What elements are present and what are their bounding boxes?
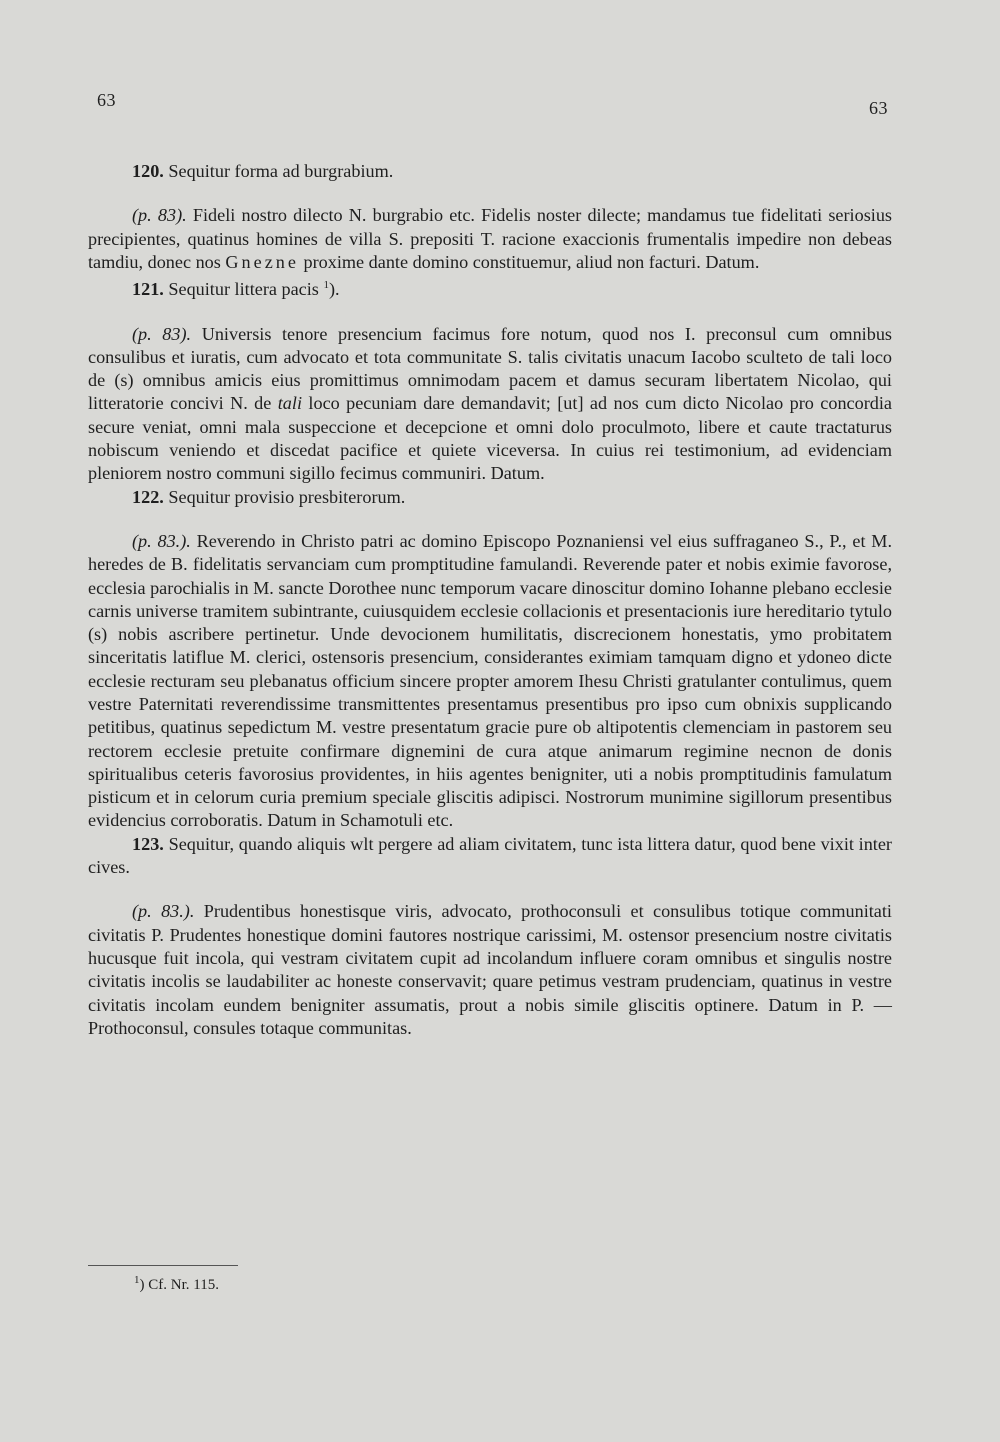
entry-number: 123. (132, 833, 164, 854)
entry-number: 122. (132, 486, 164, 507)
entry-heading-121 (88, 274, 892, 301)
footnote (134, 1274, 219, 1294)
entry-reference: (p. 83). (132, 205, 187, 226)
entry-text-123 (88, 900, 892, 1040)
entry-body-end: loco pecuniam dare demandavit; [ut] ad nos cum dicto Nicolao pro concordia secure veniat, omni mala suspeccione et decepcione et omni dolo proculmoto, libere et caute tractaturus nobiscum veniendo et discedat pacifice et quiete viceversa. In cuius rei testimonium, ad evidenciam pleniorem nostro communi sigillo fecimus communiri. Datum. (88, 393, 892, 484)
entry-reference: (p. 83). (132, 323, 192, 344)
entry-text-120 (88, 204, 892, 274)
entry-title: Sequitur forma ad burgrabium. (168, 161, 394, 181)
entry-number: 120. (132, 161, 164, 181)
entry-reference: (p. 83.). (132, 530, 191, 551)
entry-body-end: proxime dante domino constituemur, aliud non facturi. Datum. (298, 251, 760, 272)
entry-body-spaced: Gnezne (225, 251, 299, 272)
entry-body: Reverendo in Christo patri ac domino Episcopo Poznaniensi vel eius suffraganeo S., P., et M. heredes de B. fidelitatis servanciam cum promptitudine famulandi. Reverende pater et nobis eximie favorose, ecclesia parochialis in M. sancte Dorothee nunc temporum vacare dinoscitur domino Iohanne plebano ecclesie carnis universe tramitem subintrante, cuiusquidem ecclesie collacionis et presentacionis iure hereditario tytulo (s) nobis ascribere pertinetur. Unde devocionem humilitatis, discrecionem honestatis, ymo probitatem sinceritatis latiflue M. clerici, ostensoris presencium, considerantes eximiam tamquam digno et ydoneo dicte ecclesie recturam seu plebanatus officium sincere propter amorem Ihesu Christi gratulanter contulimus, quem vestre Paternitati reverendissime transmittentes presentamus presentibus pro ipso cum obnixis supplicando petitibus, quatinus sepedictum M. vestre presentatum gracie pure ob altipotentis clemenciam in pastorem seu rectorem ecclesie pretuite confirmare dignemini de cura atque animarum regimine necnon de donis spiritualibus ceteris favorosius providentes, in hiis agentes benigniter, uti a nobis promptitudinis famulatum pisticum et in celorum curia premium speciale gliscitis adipisci. Nostrorum munimine sigillorum presentibus evidencius corroboratis. Datum in Schamotuli etc. (88, 530, 893, 831)
entry-body: Fideli nostro dilecto N. burgrabio etc. Fidelis noster dilecte; mandamus tue fidelitati seriosius precipientes, quatinus homines de villa S. prepositi T. racione exaccionis frumentalis impedire non debeas tamdiu, donec nos (88, 205, 892, 272)
entry-text-122 (88, 530, 892, 833)
document-body (88, 160, 892, 1040)
footnote-mark: 1 (323, 279, 329, 292)
page-number-left: 63 (97, 90, 116, 110)
entry-body: Universis tenore presencium facimus fore notum, quod nos I. preconsul cum omnibus consulibus et iuratis, cum advocato et tota communitate S. talis civitatis unacum Iacobo sculteto de tali loco de (s) omnibus amicis eius promittimus omnimodam pacem et damus securam libertatem Nicolao, qui litteratorie concivi N. de (88, 323, 892, 414)
entry-title: Sequitur provisio presbiterorum. (168, 486, 406, 507)
entry-body-italic: tali (277, 393, 303, 414)
entry-number: 121. (132, 279, 164, 300)
entry-body: Prudentibus honestisque viris, advocato, prothoconsuli et consulibus totique communitati civitatis P. Prudentes honestique domini fautores nostrique carissimi, M. ostensor presencium nostre civitatis hucusque fuit incola, qui vestram civitatem cupit ad incolandum influere coram omnibus et singulis nostre civitatis incolis se laudabiliter ac honeste conservavit; quare petimus vestram prudenciam, quatinus in vestre civitatis incolam eundem benigniter assumatis, prout a nobis simile gliscitis optinere. Datum in P. — Prothoconsul, consules totaque communitas. (88, 901, 892, 1038)
entry-title-end: ). (328, 279, 340, 300)
entry-heading-122 (88, 486, 892, 509)
footnote-number: 1 (134, 1274, 140, 1286)
footnote-text: ) Cf. Nr. 115. (139, 1277, 219, 1293)
entry-reference: (p. 83.). (132, 901, 195, 922)
footnote-divider (88, 1265, 238, 1266)
page-number-right: 63 (869, 98, 888, 118)
entry-text-121 (88, 323, 892, 486)
entry-title: Sequitur, quando aliquis wlt pergere ad aliam civitatem, tunc ista littera datur, quod bene vixit inter cives. (88, 833, 892, 878)
entry-heading-123 (88, 833, 892, 880)
entry-title: Sequitur littera pacis (168, 279, 319, 300)
entry-heading-120 (88, 160, 892, 183)
